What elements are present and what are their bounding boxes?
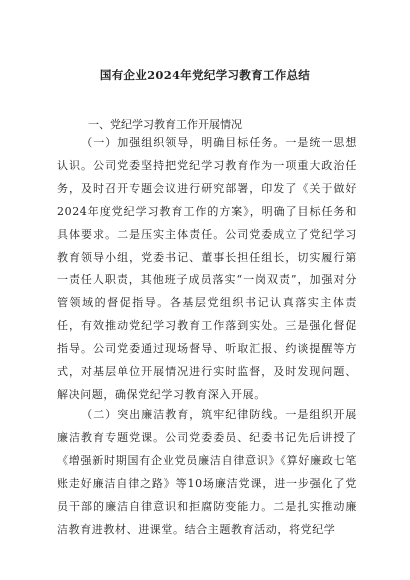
paragraph-organization-leadership: （一）加强组织领导，明确目标任务。一是统一思想认识。公司党委坚持把党纪学习教育作为一项重大政治任务，及时召开专题会议进行研究部署，印发了《关于做好2024年度党纪学习教育工作的方案》，明确了目标任务和具体要求。二是压实主体责任。公司党委成立了党纪学习教育领导小组，党委书记、董事长担任组长，切实履行第一责任人职责，其他班子成员落实“一岗双责”，加强对分管领域的督促指导。各基层党组织书记认真落实主体责任，有效推动党纪学习教育工作落到实处。三是强化督促指导。公司党委通过现场督导、听取汇报、约谈提醒等方式，对基层单位开展情况进行实时监督，及时发现问题、解决问题，确保党纪学习教育深入开展。 <box>57 136 357 401</box>
paragraph-integrity-education: （二）突出廉洁教育，筑牢纪律防线。一是组织开展廉洁教育专题党课。公司党委委员、纪委书记先后讲授了《增强新时期国有企业党员廉洁自律意识》《算好廉政七笔账走好廉洁自律之路》等10场廉洁党课，进一步强化了党员干部的廉洁自律意识和拒腐防变能力。二是扎实推动廉洁教育进教材、进课堂。结合主题教育活动，将党纪学 <box>57 408 357 536</box>
section-heading: 一、党纪学习教育工作开展情况 <box>88 118 242 131</box>
paragraph-block <box>57 132 357 407</box>
document-title: 国有企业2024年党纪学习教育工作总结 <box>99 68 311 82</box>
paragraph-block <box>57 404 357 541</box>
